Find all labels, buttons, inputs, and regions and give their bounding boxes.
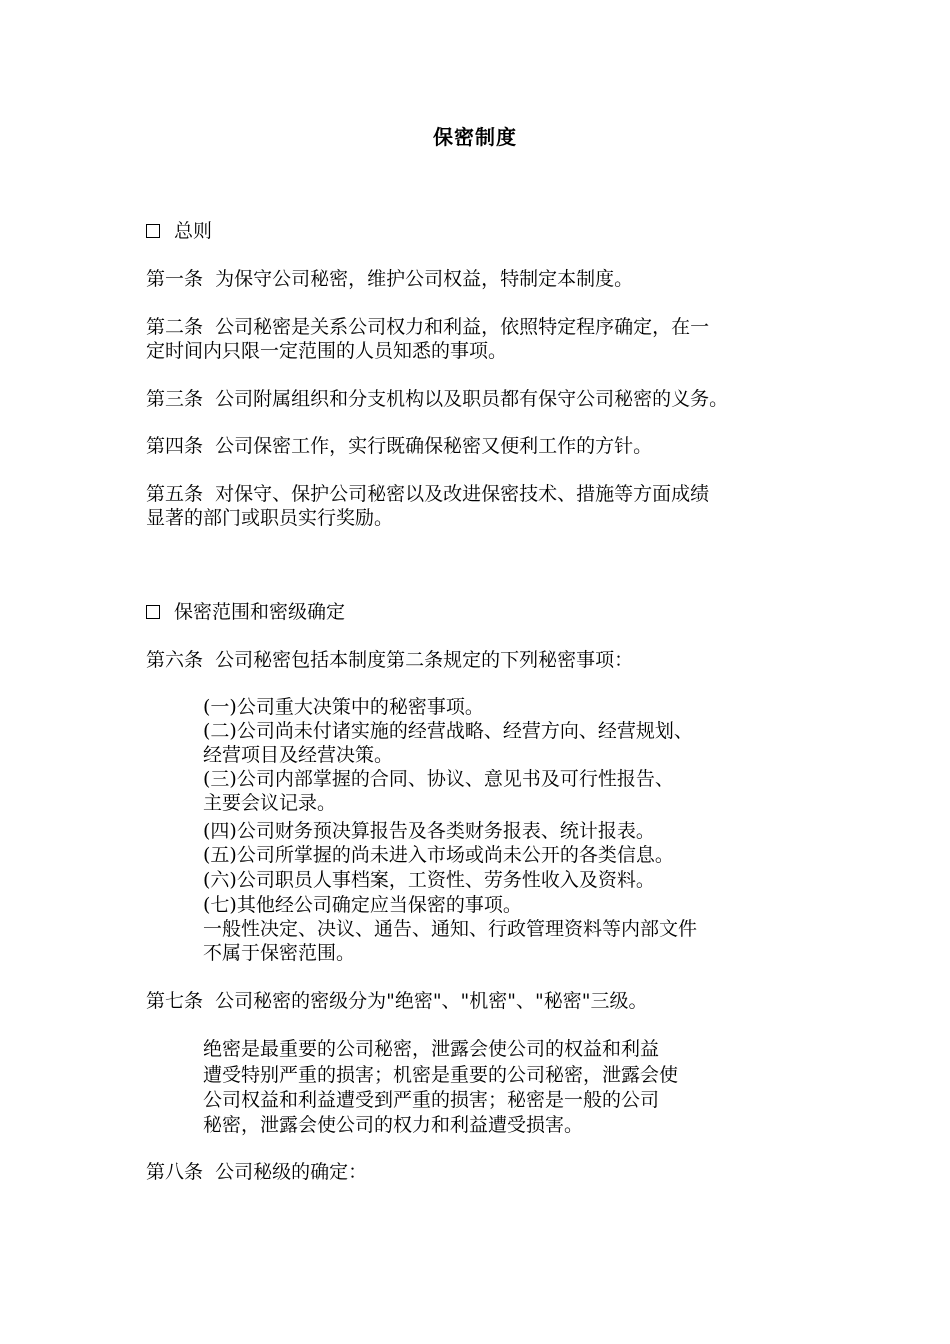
list-item: (四)公司财务预决算报告及各类财务报表、统计报表。	[203, 820, 655, 842]
article-7-detail-line: 公司权益和利益遭受到严重的损害；秘密是一般的公司	[203, 1089, 660, 1111]
article-7-detail-line: 绝密是最重要的公司秘密，泄露会使公司的权益和利益	[203, 1038, 660, 1060]
list-item: (五)公司所掌握的尚未进入市场或尚未公开的各类信息。	[203, 844, 674, 866]
list-item: 主要会议记录。	[203, 792, 337, 814]
article-8: 第八条 公司秘级的确定：	[146, 1161, 368, 1183]
list-item: (一)公司重大决策中的秘密事项。	[203, 696, 484, 718]
list-item: (六)公司职员人事档案，工资性、劳务性收入及资料。	[203, 869, 655, 891]
list-item: (七)其他经公司确定应当保密的事项。	[203, 894, 522, 916]
list-item: (二)公司尚未付诸实施的经营战略、经营方向、经营规划、	[203, 720, 693, 742]
article-7: 第七条 公司秘密的密级分为"绝密"、"机密"、"秘密"三级。	[146, 990, 648, 1012]
list-item: 一般性决定、决议、通告、通知、行政管理资料等内部文件	[203, 918, 698, 940]
article-7-detail-line: 秘密，泄露会使公司的权力和利益遭受损害。	[203, 1114, 584, 1136]
article-4: 第四条 公司保密工作，实行既确保秘密又便利工作的方针。	[146, 435, 653, 457]
article-5-line-2: 显著的部门或职员实行奖励。	[146, 507, 394, 529]
article-1: 第一条 为保守公司秘密，维护公司权益，特制定本制度。	[146, 268, 634, 290]
document-title: 保密制度	[433, 125, 517, 149]
section-heading-label: 总则	[174, 220, 213, 242]
article-5-line-1: 第五条 对保守、保护公司秘密以及改进保密技术、措施等方面成绩	[146, 483, 710, 505]
list-item: (三)公司内部掌握的合同、协议、意见书及可行性报告、	[203, 768, 674, 790]
section-heading-general	[146, 219, 836, 243]
checkbox-icon	[146, 224, 160, 238]
section-heading-label: 保密范围和密级确定	[174, 601, 346, 623]
article-2-line-1: 第二条 公司秘密是关系公司权力和利益，依照特定程序确定，在一	[146, 316, 710, 338]
article-3: 第三条 公司附属组织和分支机构以及职员都有保守公司秘密的义务。	[146, 388, 729, 410]
section-heading-scope	[146, 600, 836, 624]
article-6: 第六条 公司秘密包括本制度第二条规定的下列秘密事项：	[146, 649, 634, 671]
article-7-detail-line: 遭受特别严重的损害；机密是重要的公司秘密，泄露会使	[203, 1064, 679, 1086]
list-item: 不属于保密范围。	[203, 942, 356, 964]
article-2-line-2: 定时间内只限一定范围的人员知悉的事项。	[146, 340, 508, 362]
list-item: 经营项目及经营决策。	[203, 744, 394, 766]
checkbox-icon	[146, 605, 160, 619]
